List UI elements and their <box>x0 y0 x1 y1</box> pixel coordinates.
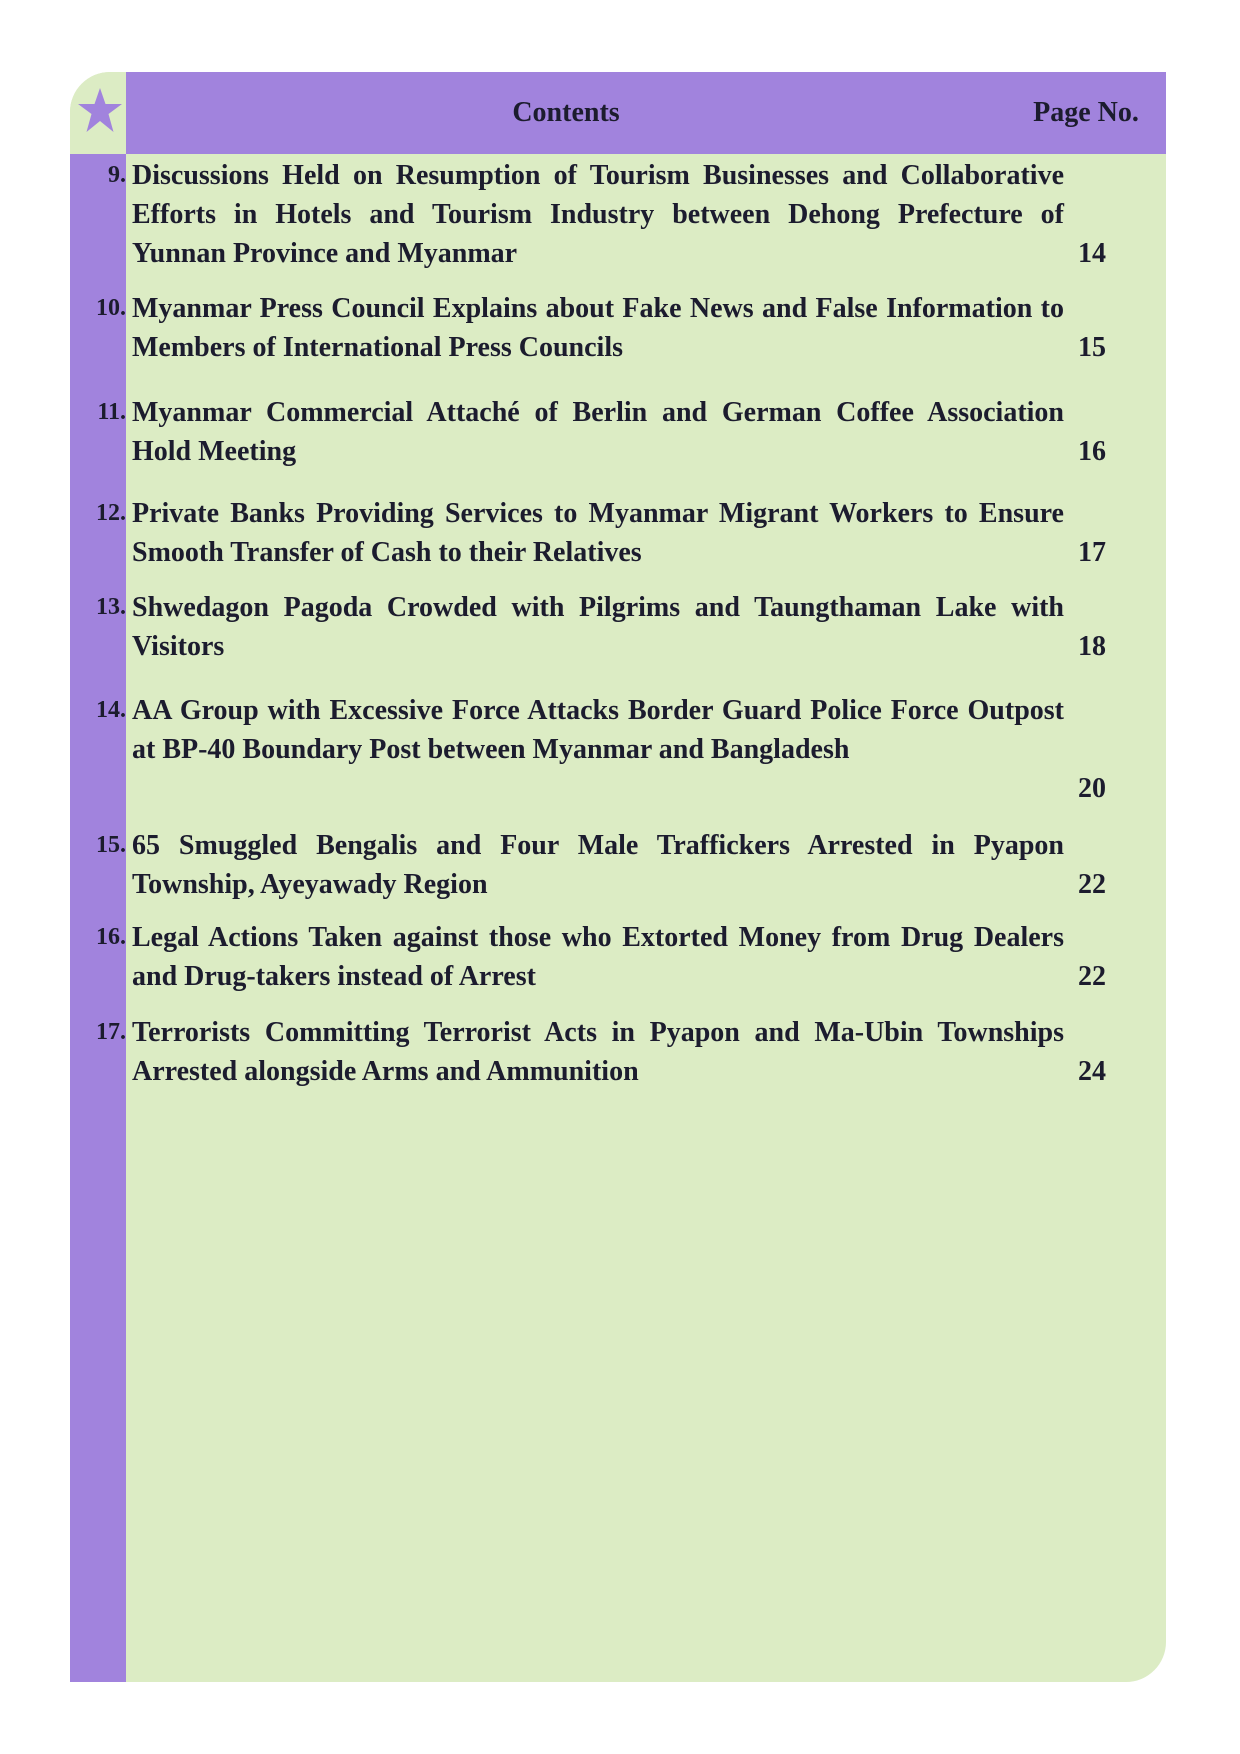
entry-number: 11. <box>97 399 126 425</box>
entry-page: 16 <box>1078 436 1106 467</box>
star-corner <box>70 72 126 154</box>
toc-entry[interactable] <box>70 289 1166 367</box>
entry-page: 22 <box>1078 869 1106 900</box>
entry-title: Myanmar Commercial Attaché of Berlin and German Coffee Association Hold Meeting <box>132 397 1064 467</box>
entry-number: 12. <box>96 500 126 526</box>
entry-number: 9. <box>108 162 126 188</box>
entry-page: 20 <box>1078 773 1106 804</box>
entry-number: 17. <box>96 1019 126 1045</box>
entry-title: Shwedagon Pagoda Crowded with Pilgrims and Taungthaman Lake with Visitors <box>132 592 1064 662</box>
toc-entry[interactable] <box>70 918 1166 996</box>
entry-number: 16. <box>96 924 126 950</box>
entry-page: 18 <box>1078 631 1106 662</box>
toc-entry[interactable] <box>70 826 1166 904</box>
entry-page: 17 <box>1078 537 1106 568</box>
contents-heading: Contents <box>512 97 620 128</box>
toc-entry[interactable] <box>70 1013 1166 1091</box>
entry-page: 15 <box>1078 332 1106 363</box>
toc-entry[interactable] <box>70 494 1166 572</box>
entry-page: 24 <box>1078 1056 1106 1087</box>
entry-title: 65 Smuggled Bengalis and Four Male Traffickers Arrested in Pyapon Township, Ayeyawady Region <box>132 830 1064 900</box>
side-strip <box>70 150 126 1682</box>
star-icon <box>78 84 122 140</box>
entry-number: 10. <box>96 295 126 321</box>
page-no-heading: Page No. <box>1033 97 1139 128</box>
toc-entry[interactable] <box>70 156 1166 273</box>
entry-number: 13. <box>96 594 126 620</box>
entry-title: Myanmar Press Council Explains about Fake News and False Information to Members of International Press Councils <box>132 293 1064 363</box>
entry-title: Discussions Held on Resumption of Tourism Businesses and Collaborative Efforts in Hotels and Tourism Industry between Dehong Prefecture of Yunnan Province and Myanmar <box>132 160 1064 269</box>
toc-entry[interactable] <box>70 691 1166 808</box>
entry-number: 14. <box>96 697 126 723</box>
entry-page: 14 <box>1078 238 1106 269</box>
toc-entry[interactable] <box>70 393 1166 471</box>
entry-title: Terrorists Committing Terrorist Acts in Pyapon and Ma-Ubin Townships Arrested alongside Arms and Ammunition <box>132 1017 1064 1087</box>
entry-title: AA Group with Excessive Force Attacks Border Guard Police Force Outpost at BP-40 Boundary Post between Myanmar and Bangladesh <box>132 695 1064 765</box>
toc-entry[interactable] <box>70 588 1166 666</box>
entry-page: 22 <box>1078 961 1106 992</box>
entry-number: 15. <box>96 832 126 858</box>
entry-title: Private Banks Providing Services to Myanmar Migrant Workers to Ensure Smooth Transfer of Cash to their Relatives <box>132 498 1064 568</box>
entry-title: Legal Actions Taken against those who Extorted Money from Drug Dealers and Drug-takers instead of Arrest <box>132 922 1064 992</box>
